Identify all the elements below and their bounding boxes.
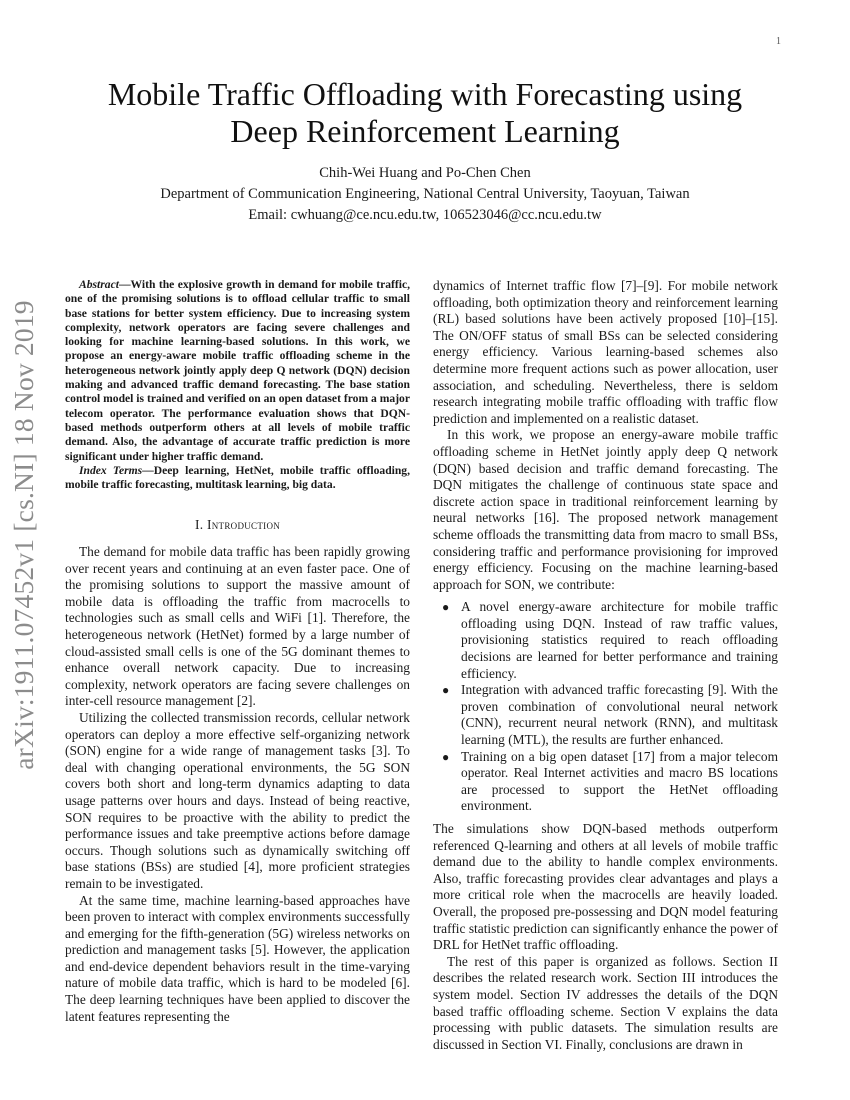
- index-terms: Index Terms—Deep learning, HetNet, mobile traffic offloading, mobile traffic forecasting, multitask learning, big data.: [65, 463, 410, 492]
- abstract: Abstract—With the explosive growth in demand for mobile traffic, one of the promising solutions is to offload cellular traffic to small base stations for better system efficiency. Due to increasing system complexity, network operators are facing severe challenges and looking for machine learning-based solutions. In this work, we propose an energy-aware mobile traffic offloading scheme in the heterogeneous network jointly apply deep Q network (DQN) decision making and advanced traffic demand forecasting. The base station control model is trained and verified on an open dataset from a major telecom operator. The performance evaluation shows that DQN-based methods outperform others at all levels of mobile traffic demand. Also, the advantage of accurate traffic prediction is more significant under higher traffic demand.: [65, 278, 410, 463]
- abstract-label: Abstract: [79, 278, 119, 291]
- page-number: 1: [776, 36, 781, 47]
- authors: Chih-Wei Huang and Po-Chen Chen: [319, 165, 531, 181]
- contribution-text: Training on a big open dataset [17] from a major telecom operator. Real Internet activities and macro BS locations are processed to support the HetNet offloading environment.: [461, 748, 778, 814]
- intro-paragraph-2: Utilizing the collected transmission records, cellular network operators can deploy a more effective self-organizing network (SON) engine for a wide range of management tasks [3]. To deal with changing operational environments, the 5G SON covers both short and long-term dynamics adapting to data usage patterns over hours and days. Instead of being reactive, SON requires to be proactive with the ability to predict the performance issues and take preemptive actions before damage occurs. Though solutions such as dynamically switching off base stations (BSs) are studied [4], more proficient strategies remain to be investigated.: [65, 709, 410, 891]
- contribution-item: [442, 682, 778, 748]
- title-line-2: Deep Reinforcement Learning: [230, 113, 620, 149]
- bullet-icon: ●: [442, 683, 450, 698]
- index-terms-label: Index Terms: [79, 463, 143, 477]
- abstract-text: With the explosive growth in demand for mobile traffic, one of the promising solutions is to offload cellular traffic to small base stations for better system efficiency. Due to increasing system complexity, network operators are facing severe challenges and looking for machine learning-based solutions. In this work, we propose an energy-aware mobile traffic offloading scheme in the heterogeneous network jointly apply deep Q network (DQN) decision making and advanced traffic demand forecasting. The base station control model is trained and verified on an open dataset from a major telecom operator. The performance evaluation shows that DQN-based methods outperform others at all levels of mobile traffic demand. Also, the advantage of accurate traffic prediction is more significant under higher traffic demand.: [65, 278, 410, 463]
- left-column: [65, 278, 410, 1025]
- intro-paragraph-3-continued: dynamics of Internet traffic flow [7]–[9]. For mobile network offloading, both optimization theory and reinforcement learning (RL) based solutions have been actively proposed [10]–[15]. The ON/OFF status of small BSs can be selected considering energy efficiency. Various learning-based schemes also determine more frequent actions such as power allocation, user association, and scheduling. Nevertheless, there is seldom research integrating mobile traffic offloading with traffic flow prediction and implemented on a realistic dataset.: [433, 278, 778, 426]
- contribution-text: A novel energy-aware architecture for mobile traffic offloading using DQN. Instead of raw traffic values, provisioning statistics required to reach offloading decisions are learned for better performance and training efficiency.: [461, 599, 778, 681]
- intro-paragraph-5: The simulations show DQN-based methods outperform referenced Q-learning and others at all levels of mobile traffic demand due to the ability to handle complex environments. Also, traffic forecasting provides clear advantages and plays a more critical role when the macrocells are heavily loaded. Overall, the proposed pre-possessing and DQN model featuring traffic statistic prediction can significantly enhance the power of DRL for HetNet traffic offloading.: [433, 821, 778, 953]
- bullet-icon: ●: [442, 749, 450, 764]
- intro-paragraph-3: At the same time, machine learning-based approaches have been proven to interact with complex environments successfully and emerging for the fifth-generation (5G) wireless networks on prediction and management tasks [5]. However, the application and end-device dependent behaviors result in the time-varying nature of mobile data traffic, which is hard to be modeled [6]. The deep learning techniques have been applied to discover the latent features representing the: [65, 892, 410, 1024]
- intro-paragraph-4: In this work, we propose an energy-aware mobile traffic offloading scheme in HetNet jointly apply deep Q network (DQN) based decision and traffic demand forecasting. The DQN mitigates the challenge of continuous state space and discrete action space in traditional reinforcement learning by neural networks [16]. The proposed network management scheme offloads the transmitting data from macro to small BSs, considering traffic and performance provisioning for improved energy efficiency. Focusing on the machine learning-based approach for SON, we contribute:: [433, 427, 778, 592]
- contribution-item: [442, 748, 778, 815]
- contributions-list: [433, 599, 778, 815]
- index-terms-text: Deep learning, HetNet, mobile traffic offloading, mobile traffic forecasting, multitask learning, big data.: [65, 463, 410, 492]
- bullet-icon: ●: [442, 600, 450, 615]
- section-heading-introduction: I. Introduction: [194, 517, 281, 533]
- author-emails: Email: cwhuang@ce.ncu.edu.tw, 106523046@cc.ncu.edu.tw: [248, 207, 602, 223]
- intro-paragraph-1: The demand for mobile data traffic has been rapidly growing over recent years and continuing at an even faster pace. One of the promising solutions to support the massive amount of mobile data is offloading the traffic from macrocells to technologies such as small cells and WiFi [1]. Therefore, the heterogeneous network (HetNet) formed by a large number of cloud-assisted small cells is one of the 5G dominant themes to enhance overall network capacity. Due to increasing complexity, network operators are facing severe challenges on inter-cell resource management [2].: [65, 544, 410, 709]
- intro-paragraph-6: The rest of this paper is organized as follows. Section II describes the related research work. Section III introduces the system model. Section IV addresses the details of the DQN based traffic offloading scheme. Section V explains the data processing with public datasets. The simulation results are discussed in Section VI. Finally, conclusions are drawn in: [433, 953, 778, 1052]
- arxiv-identifier-text: arXiv:1911.07452v1 [cs.NI] 18 Nov 2019: [8, 300, 39, 770]
- affiliation: Department of Communication Engineering, National Central University, Taoyuan, Taiwan: [160, 186, 690, 202]
- title-line-1: Mobile Traffic Offloading with Forecasting using: [107, 76, 743, 112]
- paper-title: [60, 76, 790, 150]
- contribution-text: Integration with advanced traffic forecasting [9]. With the proven combination of convolutional neural network (CNN), recurrent neural network (RNN), and multitask learning (MTL), the results are further enhanced.: [461, 682, 778, 748]
- right-column: [433, 278, 778, 1053]
- paper-header: [60, 76, 790, 226]
- contribution-item: [442, 599, 778, 682]
- arxiv-identifier: [0, 280, 48, 790]
